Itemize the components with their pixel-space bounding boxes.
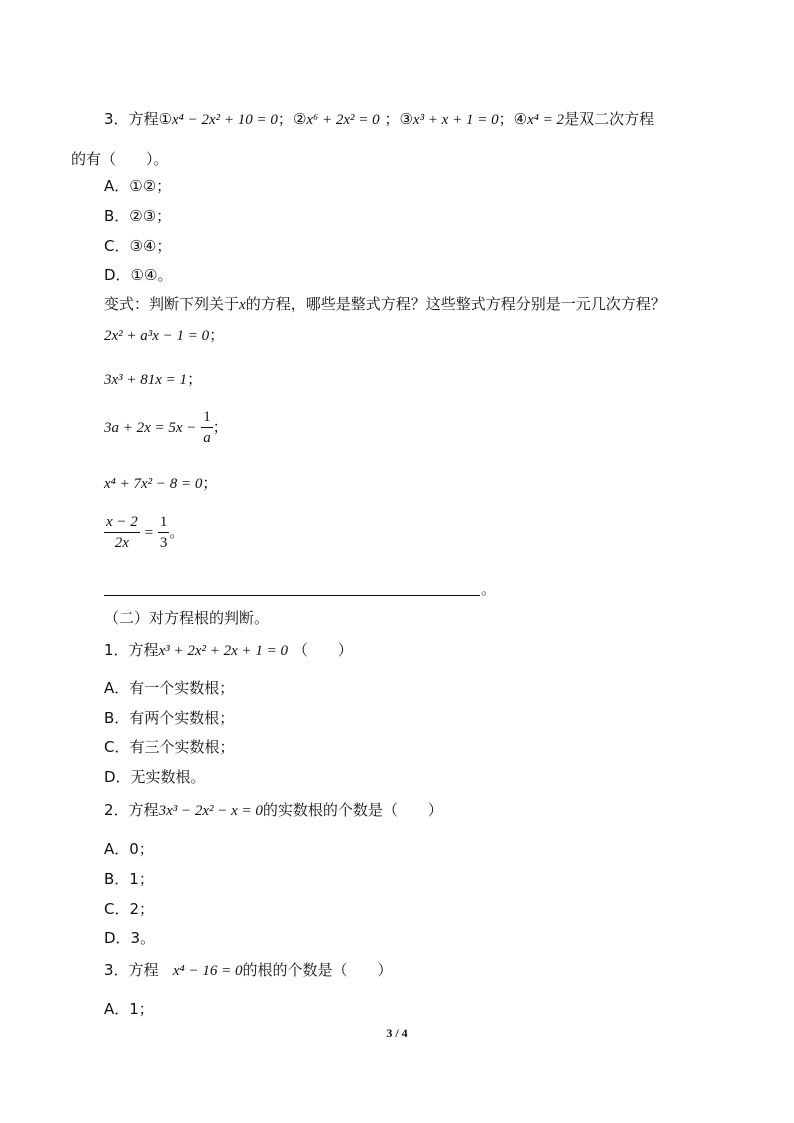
- s2-q1-label: 方程: [128, 641, 159, 659]
- fraction: [201, 408, 213, 447]
- blank-end: 。: [481, 580, 497, 598]
- q3-number: 3．: [104, 110, 129, 128]
- s2-q2-eq: 3x³ − 2x² − x = 0: [158, 803, 263, 819]
- sep: ；: [277, 110, 293, 128]
- s2-q2-label: 方程: [128, 801, 159, 819]
- q3-eq3: x³ + x + 1 = 0: [412, 112, 499, 128]
- sep: 。: [169, 523, 185, 541]
- fraction-denominator: 2x: [114, 535, 129, 551]
- q3-eq2: x⁶ + 2x² = 0: [306, 112, 380, 128]
- s2-q2-option-d: D．3。: [104, 929, 156, 947]
- variant-eq2-math: 3x³ + 81x = 1: [104, 372, 188, 388]
- variant-eq2: [104, 369, 202, 390]
- s2-q3-option-a: A．1；: [104, 1000, 154, 1018]
- fraction-left: [104, 513, 140, 552]
- sep: ；: [209, 326, 225, 344]
- s2-q2: [104, 800, 443, 821]
- equals-sign: =: [144, 525, 154, 541]
- s2-q1-number: 1．: [104, 641, 129, 659]
- s2-q1-option-a: A．有一个实数根；: [104, 679, 235, 697]
- variant-var: x: [239, 297, 246, 313]
- q3-option-b: B．②③；: [104, 207, 172, 225]
- s2-q2-number: 2．: [104, 801, 129, 819]
- variant-eq3: [104, 408, 228, 447]
- s2-q2-option-b: B．1；: [104, 870, 154, 888]
- s2-q3: [104, 960, 393, 981]
- fraction-denominator: a: [203, 430, 211, 446]
- q3-line1: [104, 109, 654, 130]
- s2-q3-number: 3．: [104, 961, 129, 979]
- sep: ；: [498, 110, 514, 128]
- sep: ；: [187, 370, 203, 388]
- fraction-right: [158, 513, 170, 552]
- s2-q3-tail: 的根的个数是（ ）: [242, 961, 393, 979]
- circle-1: ①: [158, 110, 173, 128]
- sep: ；: [379, 110, 400, 128]
- fraction-denominator: 3: [159, 535, 168, 551]
- variant-prompt: [104, 294, 666, 315]
- variant-eq4-math: x⁴ + 7x² − 8 = 0: [104, 476, 203, 492]
- s2-q1: [104, 640, 353, 661]
- variant-eq5: [104, 513, 184, 552]
- fraction-numerator: x − 2: [104, 513, 140, 533]
- s2-q1-option-c: C．有三个实数根；: [104, 738, 235, 756]
- circle-2: ②: [292, 110, 307, 128]
- fraction-numerator: 1: [158, 513, 170, 533]
- q3-label: 方程: [128, 110, 159, 128]
- q3-option-a: A．①②；: [104, 177, 172, 195]
- s2-q1-paren: （ ）: [292, 641, 353, 659]
- sep: ；: [212, 418, 228, 436]
- s2-q2-tail: 的实数根的个数是（ ）: [262, 801, 443, 819]
- circle-3: ③: [399, 110, 413, 128]
- s2-q2-option-a: A．0；: [104, 840, 154, 858]
- variant-eq3-left: 3a + 2x = 5x −: [104, 420, 197, 436]
- q3-eq4: x⁴ = 2: [527, 112, 565, 128]
- variant-suffix: 的方程，哪些是整式方程？这些整式方程分别是一元几次方程？: [245, 295, 666, 313]
- s2-q3-eq: x⁴ − 16 = 0: [172, 963, 243, 979]
- variant-eq4: [104, 473, 217, 494]
- section2-heading: （二）对方程根的判断。: [104, 609, 270, 627]
- q3-eq1: x⁴ − 2x² + 10 = 0: [172, 112, 278, 128]
- s2-q1-option-b: B．有两个实数根；: [104, 709, 235, 727]
- circle-4: ④: [513, 110, 528, 128]
- fraction-numerator: 1: [201, 408, 213, 428]
- variant-eq1: [104, 325, 224, 346]
- s2-q2-option-c: C．2；: [104, 900, 155, 918]
- q3-line2: 的有（ ）。: [71, 150, 169, 168]
- answer-blank-line: [104, 595, 480, 596]
- s2-q3-label: 方程: [128, 961, 159, 979]
- q3-tail: 是双二次方程: [564, 110, 655, 128]
- variant-eq1-math: 2x² + a³x − 1 = 0: [104, 328, 210, 344]
- variant-prefix: 变式：判断下列关于: [104, 295, 240, 313]
- sep: ；: [202, 474, 218, 492]
- page-number: 3 / 4: [386, 1026, 408, 1040]
- q3-option-d: D．①④。: [104, 266, 173, 284]
- q3-option-c: C．③④；: [104, 237, 172, 255]
- s2-q1-option-d: D．无实数根。: [104, 768, 206, 786]
- s2-q1-eq: x³ + 2x² + 2x + 1 = 0: [158, 643, 289, 659]
